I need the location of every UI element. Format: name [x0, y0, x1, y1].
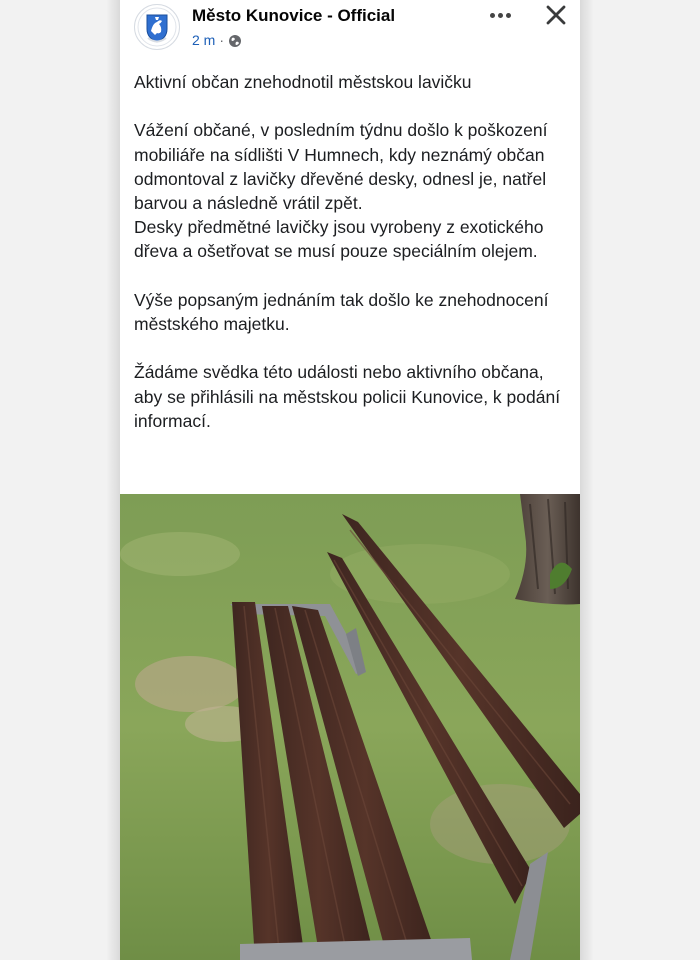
post-paragraph-3: Výše popsaným jednáním tak došlo ke znehodnocení městského majetku.	[134, 289, 549, 335]
city-crest-icon	[135, 5, 179, 49]
post-meta	[192, 32, 242, 48]
left-edge-shadow	[106, 0, 120, 960]
post-title: Aktivní občan znehodnotil městskou lavičku	[134, 72, 472, 92]
meta-separator: ·	[219, 32, 225, 48]
post-paragraph-2: Desky předmětné lavičky jsou vyrobeny z exotického dřeva a ošetřovat se musí pouze speciálním olejem.	[134, 217, 544, 262]
right-edge-shadow	[580, 0, 594, 960]
post-card	[120, 0, 580, 960]
post-time[interactable]: 2 m	[192, 32, 216, 48]
globe-icon	[228, 34, 242, 48]
post-photo[interactable]	[120, 494, 580, 960]
post-text	[134, 70, 566, 433]
page-avatar[interactable]	[134, 4, 180, 50]
post-paragraph-4: Žádáme svědka této události nebo aktivního občana, aby se přihlásili na městskou policii Kunovice, k podání informací.	[134, 362, 561, 431]
post-header	[120, 0, 580, 58]
more-options-icon[interactable]	[486, 2, 514, 28]
bench-photo	[120, 494, 580, 960]
page-name[interactable]: Město Kunovice - Official	[192, 6, 396, 25]
post-paragraph-1: Vážení občané, v posledním týdnu došlo k poškození mobiliáře na sídlišti V Humnech, kdy neznámý občan odmontoval z lavičky dřevěné desky, odnesl je, natřel barvou a následně vrátil zpět.	[134, 120, 548, 214]
close-icon[interactable]	[544, 3, 568, 27]
